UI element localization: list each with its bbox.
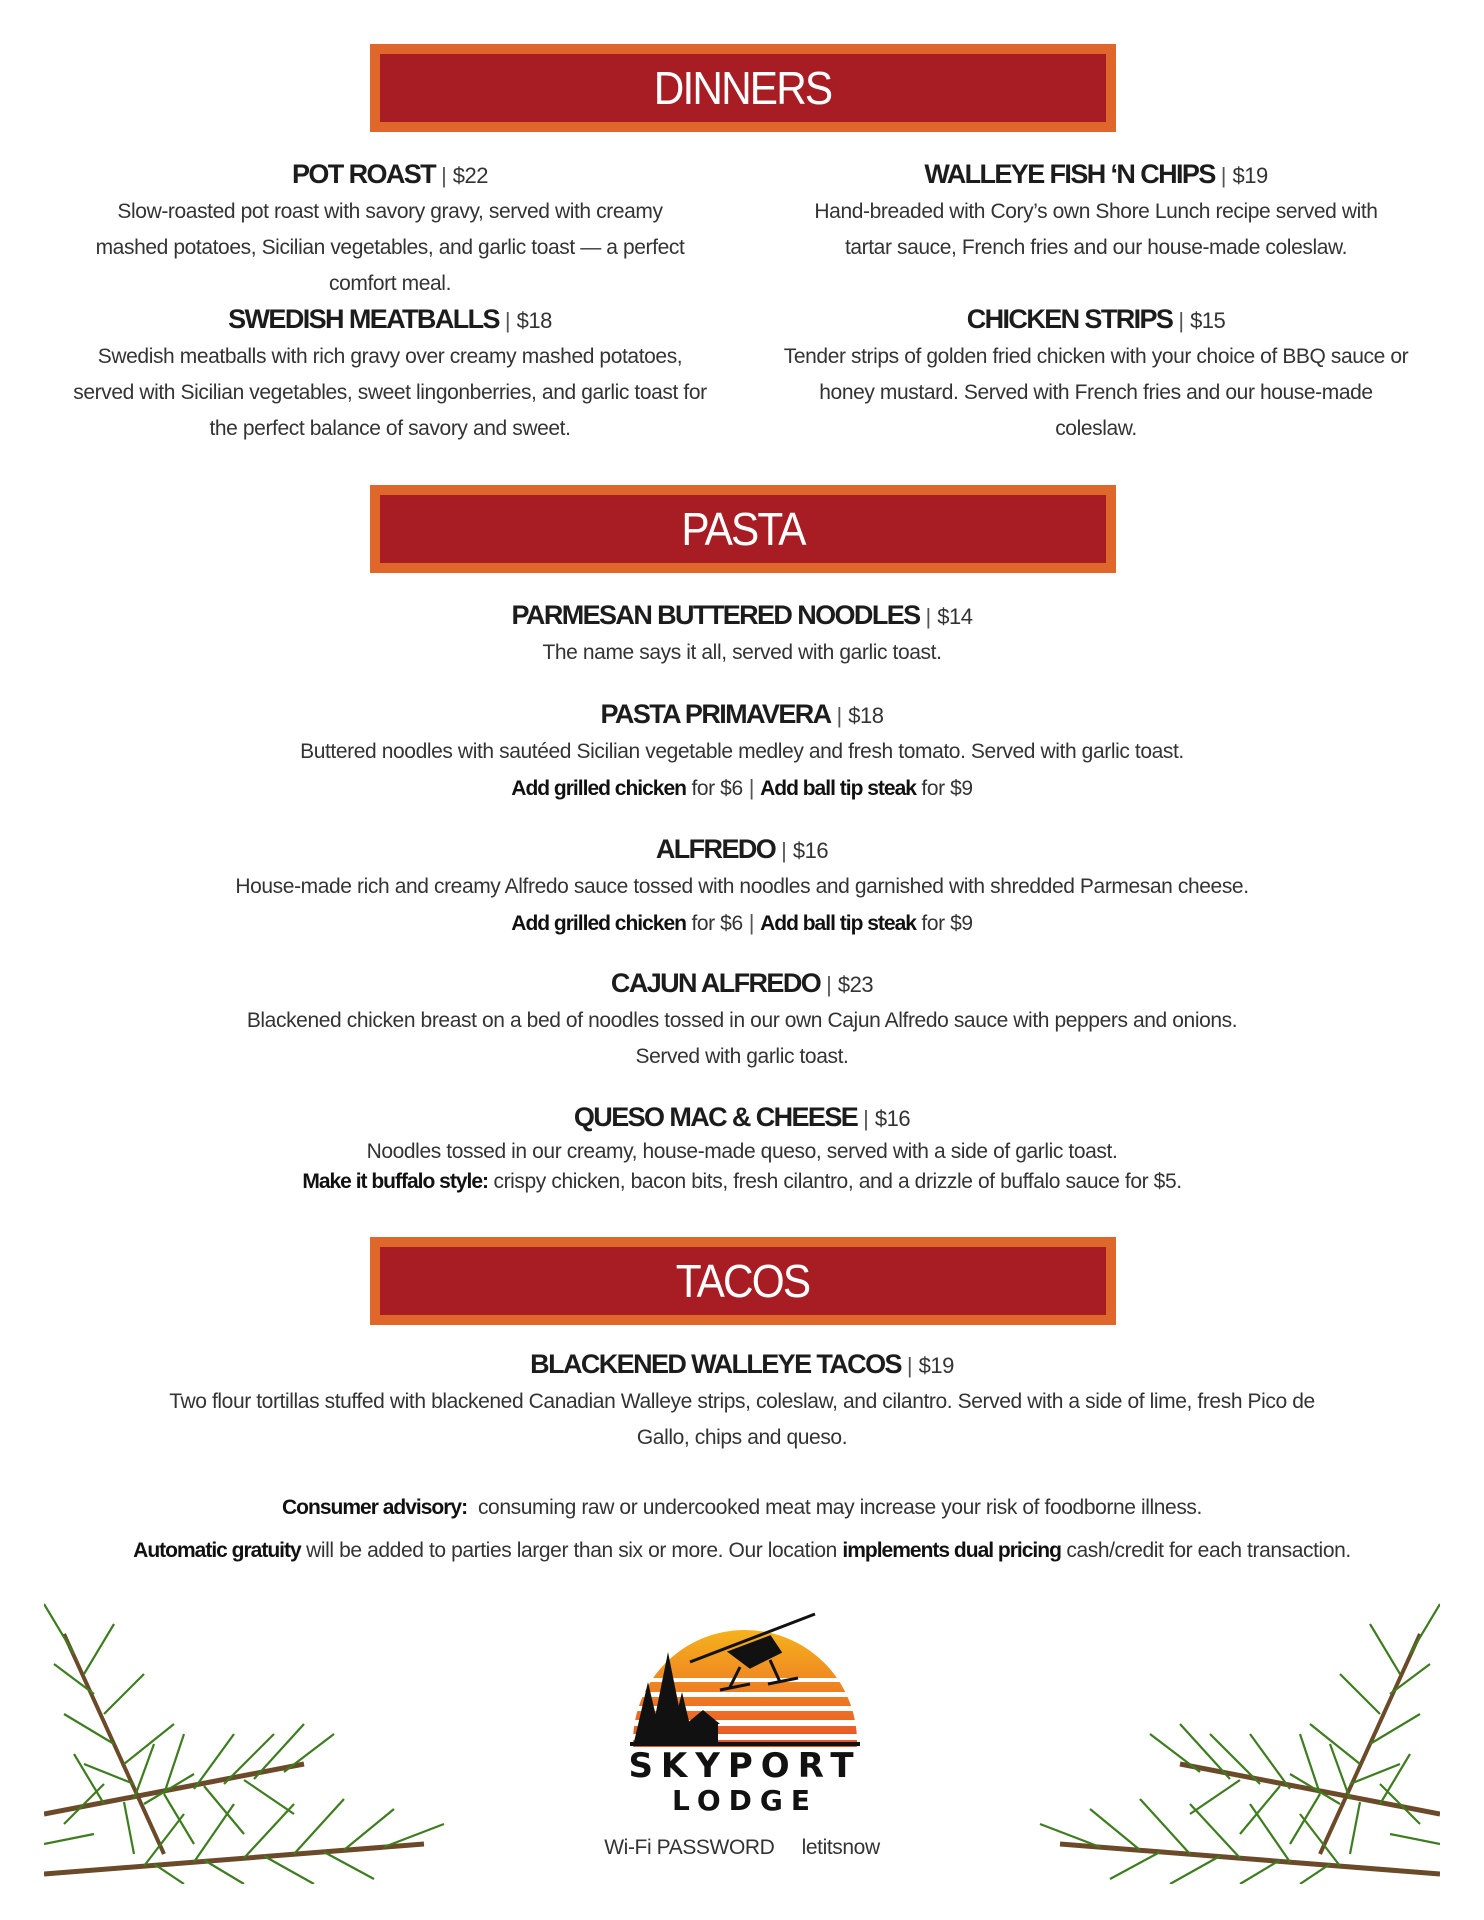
item-description: Buttered noodles with sautéed Sicilian vegetable medley and fresh tomato. Served with garlic toast. (300, 740, 1184, 763)
item-price: $15 (1190, 308, 1226, 333)
menu-item-chicken-strips: CHICKEN STRIPS | $15 Tender strips of golden fried chicken with your choice of BBQ sauce or honey mustard. Served with French fries and our house-made coleslaw. (766, 301, 1426, 447)
menu-item-parmesan-buttered-noodles: PARMESAN BUTTERED NOODLES | $14 The name says it all, served with garlic toast. (200, 597, 1284, 671)
menu-item-cajun-alfredo: CAJUN ALFREDO | $23 Blackened chicken breast on a bed of noodles tossed in our own Cajun Alfredo sauce with peppers and onions. Served with garlic toast. (230, 965, 1254, 1075)
wifi-password: letitsnow (801, 1836, 880, 1859)
item-description: Tender strips of golden fried chicken with your choice of BBQ sauce or honey mustard. Served with French fries and our house-made coleslaw. (783, 345, 1409, 440)
menu-item-blackened-walleye-tacos: BLACKENED WALLEYE TACOS | $19 Two flour tortillas stuffed with blackened Canadian Walleye strips, coleslaw, and cilantro. Served with a side of lime, fresh Pico de Gallo, chips and queso. (160, 1346, 1324, 1456)
item-price: $16 (792, 838, 829, 863)
item-price: $18 (848, 703, 884, 728)
item-description: House-made rich and creamy Alfredo sauce tossed with noodles and garnished with shredded Parmesan cheese. (235, 875, 1249, 898)
pasta-banner (370, 485, 1116, 573)
skyport-lodge-logo (620, 1592, 870, 1822)
item-description: Swedish meatballs with rich gravy over creamy mashed potatoes, served with Sicilian vegetables, sweet lingonberries, and garlic toast for the perfect balance of savory and sweet. (73, 345, 707, 440)
tacos-banner (370, 1237, 1116, 1325)
item-price: $14 (937, 604, 973, 629)
logo-line1: SKYPORT (628, 1746, 862, 1786)
item-extra: Make it buffalo style: crispy chicken, bacon bits, fresh cilantro, and a drizzle of buffalo sauce for $5. (302, 1170, 1182, 1193)
item-name: WALLEYE FISH ‘N CHIPS (924, 159, 1215, 189)
item-description: Hand-breaded with Cory’s own Shore Lunch recipe served with tartar sauce, French fries and our house-made coleslaw. (814, 200, 1378, 259)
dinners-heading: DINNERS (654, 62, 832, 114)
menu-item-swedish-meatballs: SWEDISH MEATBALLS | $18 Swedish meatballs with rich gravy over creamy mashed potatoes, served with Sicilian vegetables, sweet lingonberries, and garlic toast for the perfect balance of savory and sweet. (60, 301, 720, 447)
menu-item-queso-mac-cheese: QUESO MAC & CHEESE | $16 Noodles tossed in our creamy, house-made queso, served with a side of garlic toast. Make it buffalo style: crispy chicken, bacon bits, fresh cilantro, and a drizzle of buffalo sauce for $5. (200, 1099, 1284, 1197)
item-addons: Add grilled chicken for $6 | Add ball tip steak for $9 (511, 910, 973, 935)
item-price: $16 (874, 1106, 911, 1131)
item-name: CAJUN ALFREDO (610, 968, 821, 998)
tacos-heading: TACOS (676, 1255, 810, 1307)
item-price: $18 (516, 308, 552, 333)
menu-item-alfredo: ALFREDO | $16 House-made rich and creamy Alfredo sauce tossed with noodles and garnished with shredded Parmesan cheese. Add grilled chicken for $6 | Add ball tip steak for $9 (200, 831, 1284, 942)
item-description: The name says it all, served with garlic toast. (542, 641, 942, 664)
consumer-advisory: Consumer advisory: consuming raw or undercooked meat may increase your risk of foodborne illness. (282, 1496, 1202, 1519)
item-addons: Add grilled chicken for $6 | Add ball tip steak for $9 (511, 775, 973, 800)
dinners-banner (370, 44, 1116, 132)
wifi-info (0, 1836, 1484, 1860)
item-name: ALFREDO (655, 834, 776, 864)
gratuity-notice: Automatic gratuity will be added to parties larger than six or more. Our location implements dual pricing cash/credit for each transaction. (133, 1539, 1351, 1562)
item-name: POT ROAST (291, 159, 436, 189)
item-description: Blackened chicken breast on a bed of noodles tossed in our own Cajun Alfredo sauce with peppers and onions. Served with garlic toast. (246, 1009, 1238, 1068)
item-price: $19 (1232, 163, 1268, 188)
item-name: PASTA PRIMAVERA (600, 699, 831, 729)
item-price: $23 (837, 972, 874, 997)
pasta-heading: PASTA (681, 503, 805, 555)
item-name: SWEDISH MEATBALLS (228, 304, 499, 334)
item-name: BLACKENED WALLEYE TACOS (530, 1349, 901, 1379)
item-name: QUESO MAC & CHEESE (573, 1102, 858, 1132)
item-name: CHICKEN STRIPS (966, 304, 1173, 334)
item-description: Slow-roasted pot roast with savory gravy, served with creamy mashed potatoes, Sicilian vegetables, and garlic toast — a perfect comfort meal. (95, 200, 685, 295)
item-price: $19 (918, 1353, 954, 1378)
item-price: $22 (452, 163, 489, 188)
logo-line2: LODGE (672, 1784, 818, 1817)
menu-item-pasta-primavera: PASTA PRIMAVERA | $18 Buttered noodles with sautéed Sicilian vegetable medley and fresh tomato. Served with garlic toast. Add grilled chicken for $6 | Add ball tip steak for $9 (200, 696, 1284, 807)
wifi-label: Wi-Fi PASSWORD (604, 1836, 775, 1859)
item-description: Two flour tortillas stuffed with blackened Canadian Walleye strips, coleslaw, and cilantro. Served with a side of lime, fresh Pico de Gallo, chips and queso. (169, 1390, 1315, 1449)
menu-item-pot-roast: POT ROAST | $22 Slow-roasted pot roast with savory gravy, served with creamy mashed potatoes, Sicilian vegetables, and garlic toast — a perfect comfort meal. (60, 156, 720, 302)
item-description: Noodles tossed in our creamy, house-made queso, served with a side of garlic toast. (366, 1140, 1118, 1163)
menu-item-walleye-fish-chips: WALLEYE FISH ‘N CHIPS | $19 Hand-breaded with Cory’s own Shore Lunch recipe served with tartar sauce, French fries and our house-made coleslaw. (766, 156, 1426, 266)
item-name: PARMESAN BUTTERED NOODLES (511, 600, 920, 630)
